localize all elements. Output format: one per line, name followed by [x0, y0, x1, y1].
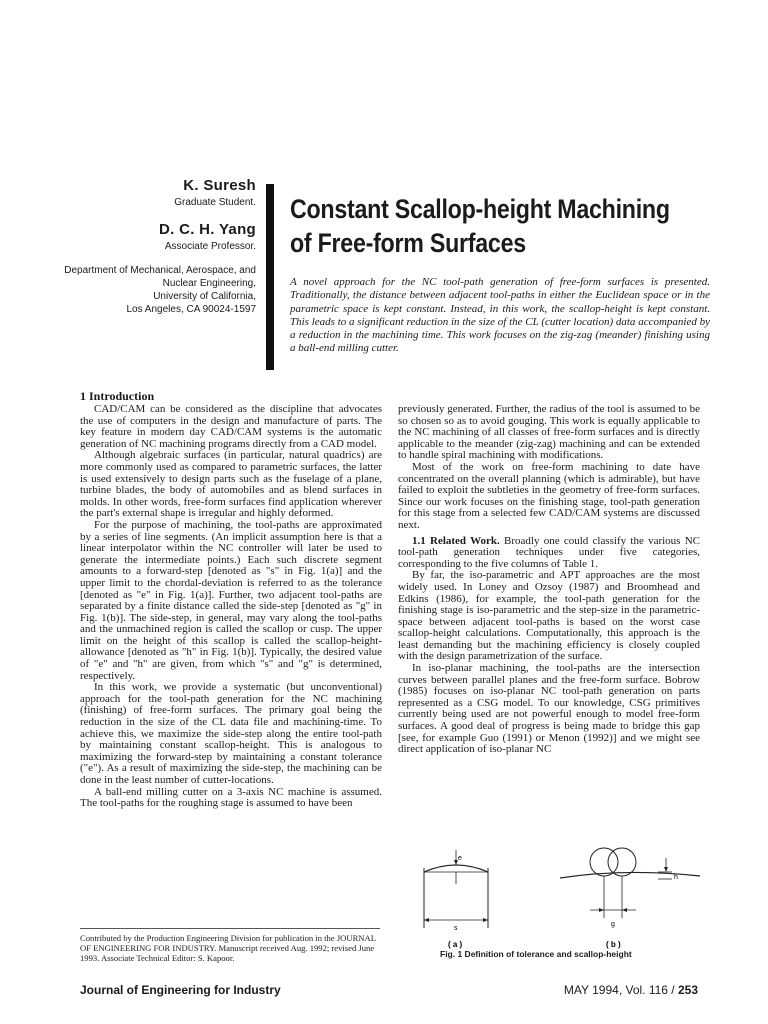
author-name-2: D. C. H. Yang — [159, 221, 256, 238]
label-h: h — [674, 874, 678, 881]
figure-caption: Fig. 1 Definition of tolerance and scallop-height — [440, 949, 632, 959]
title-divider-bar — [266, 184, 274, 370]
paragraph: In this work, we provide a systematic (but unconventional) approach for the tool-path generation for the NC machining (finishing) of free-form surfaces. The primary goal being the reduction in the size of the CL data file and machining-time. To achieve this, we maximize the side-step along the entire tool-path by maintaining constant scallop-height. This is analogous to maximizing the forward-step by maintaining a constant tolerance ("e"). As a result of maximizing the side-step, the machining can be done in the least number of cutter-locations. — [80, 681, 382, 786]
figure-1 — [410, 846, 710, 954]
issue-text: MAY 1994, Vol. 116 / — [563, 983, 678, 997]
paragraph: Most of the work on free-form machining to date have concentrated on the overall planning (which is admirable), but have failed to exploit the subtleties in the geometry of free-form surfaces. Since our work focuses on the finishing stage, tool-path generation for this stage from a selected few CAD/CAM systems are discussed next. — [398, 460, 700, 531]
affiliation — [60, 264, 256, 316]
author-role-2: Associate Professor. — [164, 241, 256, 252]
abstract: A novel approach for the NC tool-path generation of free-form surfaces is presented. Traditionally, the distance between adjacent tool-paths in either the Euclidean space or in the parametric space is kept constant. Instead, in this work, the scallop-height is kept constant. This leads to a significant reduction in the size of the CL (cutter location) data accompanied by a reduction in the machining time. This work focuses on the zig-zag (meander) finishing using a ball-end milling cutter. — [290, 276, 710, 355]
section-heading: 1 Introduction — [80, 389, 155, 403]
panel-b-label: ( b ) — [606, 940, 621, 949]
figure-panel-b — [560, 848, 700, 928]
paragraph: By far, the iso-parametric and APT approaches are the most widely used. In Loney and Ozsoy (1987) and Broomhead and Edkins (1986), for example, the tool-path generation for the finishing stage is iso-parametric and the step-size in the parametric-space between adjacent tool-paths is based on the worst case scallop-height calculations. Computationally, this approach is the least demanding but the machining efficiency is closely coupled with the design parametrization of the surface. — [398, 569, 700, 663]
author-block — [60, 176, 256, 316]
right-column — [398, 404, 700, 756]
affiliation-line: Los Angeles, CA 90024-1597 — [126, 304, 256, 315]
label-s: s — [454, 925, 458, 932]
title-line-2: of Free-form Surfaces — [290, 228, 526, 258]
label-g: g — [611, 921, 615, 928]
paragraph: For the purpose of machining, the tool-paths are approximated by a series of line segments. (An implicit assumption here is that a linear interpolator within the NC controller will later be used to generate the intermediate points.) Each such discrete segment amounts to a forward-step [denoted as "s" in Fig. 1(a)] and the upper limit to the chordal-deviation is referred to as the tolerance [denoted as "e" in Fig. 1(a)]. Further, two adjacent tool-paths are separated by a finite distance called the side-step [denoted as "g" in Fig. 1(b)]. The side-step, in general, may vary along the tool-paths and the unmachined region is called the scallop or cusp. The upper limit on the height of this scallop is called the scallop-height-allowance [denoted as "h" in Fig. 1(b)]. Typically, the desired value of "e" and "h" are given, from which "s" and "g" is determined, respectively. — [80, 518, 382, 682]
journal-name: Journal of Engineering for Industry — [80, 983, 281, 997]
author-name-1: K. Suresh — [183, 177, 256, 194]
paragraph: A ball-end milling cutter on a 3-axis NC machine is assumed. The tool-paths for the roughing stage is assumed to have been — [80, 785, 382, 810]
related-work-paragraph — [398, 536, 700, 571]
title-line-1: Constant Scallop-height Machining — [290, 194, 670, 224]
affiliation-line: University of California, — [153, 291, 256, 302]
left-column — [80, 404, 382, 810]
paper-title — [290, 192, 720, 260]
paragraph: Although algebraic surfaces (in particular, natural quadrics) are more commonly used as compared to parametric surfaces, the latter is used extensively to design parts such as the fuselage of a plane, turbine blades, the body of automobiles and as blend surfaces in molds. In other words, free-form surfaces find application wherever the part's external shape is irregular and highly deformed. — [80, 449, 382, 520]
footnote: Contributed by the Production Engineering Division for publication in the JOURNAL OF ENGINEERING FOR INDUSTRY. Manuscript received Aug. 1992; revised June 1993. Associate Technical Editor: S. Kapoor. — [80, 928, 380, 963]
paragraph: In iso-planar machining, the tool-paths are the intersection curves between parallel planes and the free-form surface. Bobrow (1985) focuses on iso-planar NC tool-path generation on parts represented as a CSG model. To our knowledge, CSG primitives currently being used are not powerful enough to model free-form surfaces. A good deal of progress is being made to bridge this gap [see, for example Guo (1991) or Menon (1992)] and we might see direct application of iso-planar NC — [398, 662, 700, 756]
page-number: 253 — [677, 983, 698, 997]
paragraph: CAD/CAM can be considered as the discipline that advocates the use of computers in the design and manufacture of parts. The key feature in modern day CAD/CAM systems is the automatic generation of NC machining programs directly from a CAD model. — [80, 403, 382, 450]
label-e: e — [458, 855, 462, 862]
paragraph: previously generated. Further, the radius of the tool is assumed to be so chosen so as to avoid gouging. This work is equally applicable to the NC machining of all classes of free-form surfaces and is directly applicable to the meander (zig-zag) machining and can be extended to handle spiral machining with modifications. — [398, 403, 700, 462]
issue-info — [560, 983, 698, 997]
paragraph-text: Broadly one could classify the various NC tool-path generation techniques under five categories, corresponding to the five columns of Table 1. — [398, 534, 700, 570]
author-role-1: Graduate Student. — [174, 197, 256, 208]
figure-panel-a — [424, 850, 488, 932]
affiliation-line: Department of Mechanical, Aerospace, and — [64, 265, 256, 276]
affiliation-line: Nuclear Engineering, — [162, 278, 256, 289]
panel-a-label: ( a ) — [448, 940, 463, 949]
subsection-heading: 1.1 Related Work. — [412, 534, 500, 547]
